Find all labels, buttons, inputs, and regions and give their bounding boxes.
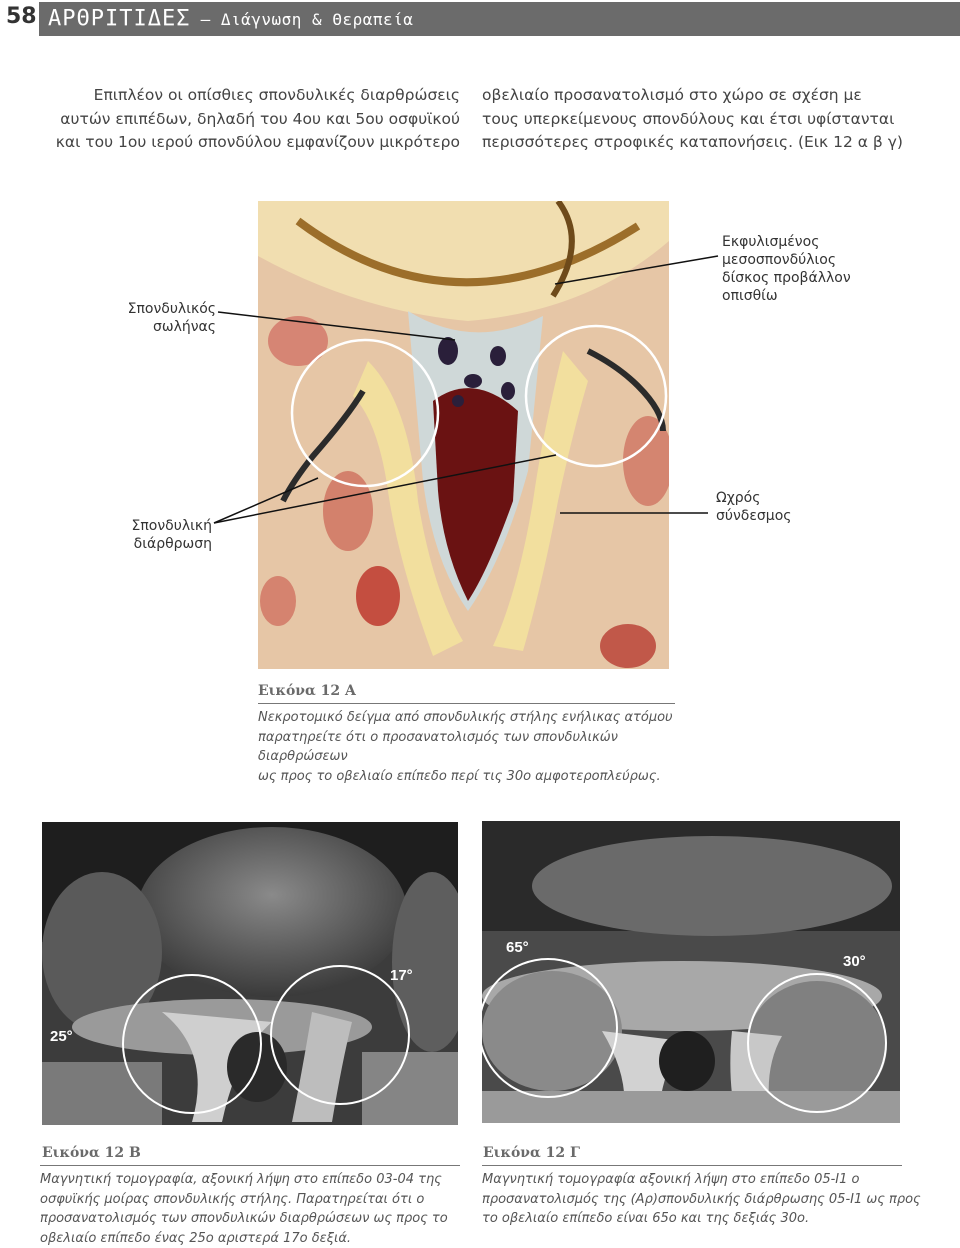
caption-line: οσφυϊκής μοίρας σπονδυλικής στήλης. Παρατηρείται ότι ο	[40, 1190, 465, 1210]
intro-left-line: αυτών επιπέδων, δηλαδή του 4ου και 5ου οσφυϊκού	[40, 108, 460, 132]
intro-left-column	[40, 84, 460, 155]
intro-right-line: περισσότερες στροφικές καταπονήσεις. (Εικ 12 α β γ)	[482, 131, 922, 155]
header-title	[48, 6, 413, 31]
page-number: 58	[6, 4, 37, 29]
caption-a-title: Εικόνα 12 Α	[258, 683, 356, 699]
intro-right-line: τους υπερκείμενους σπονδύλους και έτσι υφίστανται	[482, 108, 922, 132]
label-line: διάρθρωση	[100, 535, 212, 553]
specimen-photo	[258, 201, 669, 669]
label-line: σύνδεσμος	[716, 507, 836, 525]
header-title-main: ΑΡΘΡΙΤΙΔΕΣ	[48, 6, 190, 31]
angle-label-c-right: 30°	[843, 953, 866, 970]
caption-line: Νεκροτομικό δείγμα από σπονδυλικής στήλης ενήλικας ατόμου	[258, 708, 708, 728]
caption-a-text	[258, 708, 708, 786]
caption-line: οβελιαίο επίπεδο ένας 25ο αριστερά 17ο δεξιά.	[40, 1229, 465, 1248]
label-facet-joint	[100, 517, 212, 553]
label-line: Ωχρός	[716, 489, 836, 507]
label-line: μεσοσπονδύλιος	[722, 251, 922, 269]
label-line: Σπονδυλική	[100, 517, 212, 535]
caption-line: παρατηρείτε ότι ο προσανατολισμός των σπονδυλικών διαρθρώσεων	[258, 728, 708, 767]
label-line: Σπονδυλικός	[100, 300, 216, 318]
caption-line: το οβελιαίο επίπεδο είναι 65ο και της δεξιάς 30ο.	[482, 1209, 922, 1229]
caption-a-rule	[258, 703, 675, 704]
intro-left-line: Επιπλέον οι οπίσθιες σπονδυλικές διαρθρώσεις	[40, 84, 460, 108]
label-ligamentum-flavum	[716, 489, 836, 525]
caption-c-title: Εικόνα 12 Γ	[483, 1145, 580, 1161]
caption-b-rule	[40, 1165, 460, 1166]
intro-left-line: και του 1ου ιερού σπονδύλου εμφανίζουν μικρότερο	[40, 131, 460, 155]
caption-line: προσανατολισμός της (Αρ)σπονδυλικής διάρθρωσης 05-Ι1 ως προς	[482, 1190, 922, 1210]
caption-line: Μαγνητική τομογραφία, αξονική λήψη στο επίπεδο 03-04 της	[40, 1170, 465, 1190]
caption-b-title: Εικόνα 12 Β	[42, 1145, 141, 1161]
label-line: σωλήνας	[100, 318, 216, 336]
angle-label-b-right: 17°	[390, 967, 413, 984]
label-line: Εκφυλισμένος	[722, 233, 922, 251]
label-spinal-canal	[100, 300, 216, 336]
angle-label-c-left: 65°	[506, 939, 529, 956]
caption-line: Μαγνητική τομογραφία αξονική λήψη στο επίπεδο 05-Ι1 ο	[482, 1170, 922, 1190]
header-subtitle: – Διάγνωση & Θεραπεία	[190, 10, 413, 29]
intro-right-line: οβελιαίο προσανατολισμό στο χώρο σε σχέση με	[482, 84, 922, 108]
angle-label-b-left: 25°	[50, 1028, 73, 1045]
caption-line: προσανατολισμός των σπονδυλικών διαρθρώσεων ως προς το	[40, 1209, 465, 1229]
caption-c-rule	[482, 1165, 902, 1166]
label-degenerated-disc	[722, 233, 922, 305]
intro-right-column	[482, 84, 922, 155]
caption-b-text	[40, 1170, 465, 1248]
caption-line: ως προς το οβελιαίο επίπεδο περί τις 30ο αμφοτεροπλεύρως.	[258, 767, 708, 787]
label-line: δίσκος προβάλλον	[722, 269, 922, 287]
label-line: οπισθίω	[722, 287, 922, 305]
mri-image-c	[482, 821, 900, 1123]
caption-c-text	[482, 1170, 922, 1229]
